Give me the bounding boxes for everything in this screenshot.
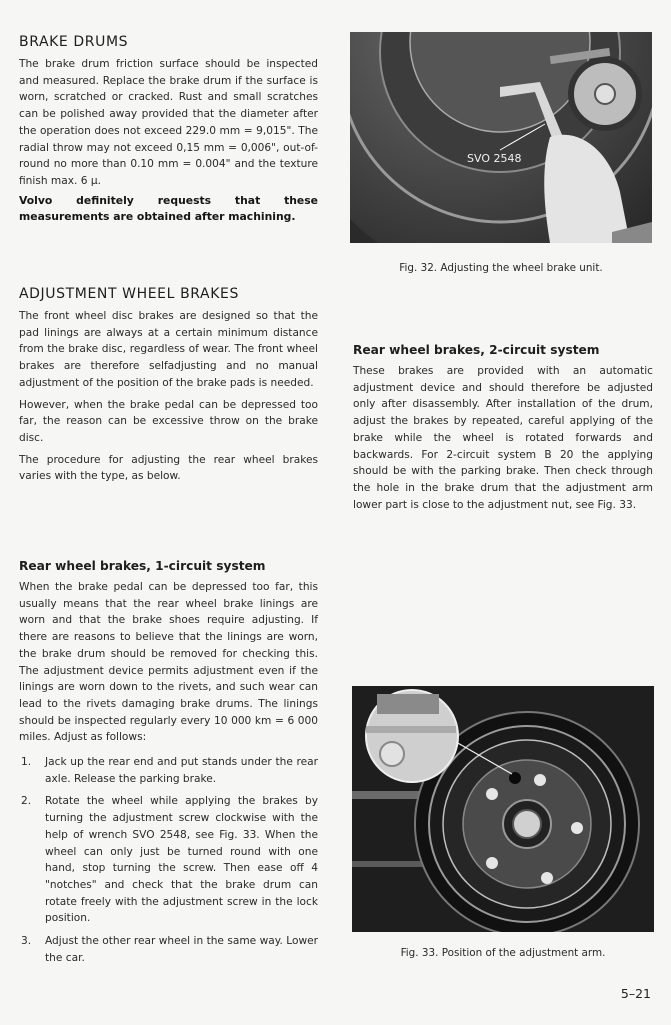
page-number: 5–21 (620, 986, 651, 1001)
step-number: 2. (21, 795, 32, 808)
brake-drum-photo-illustration (352, 686, 654, 932)
paragraph: The procedure for adjusting the rear wheel brakes varies with the type, as below. (19, 453, 318, 483)
list-item (19, 793, 318, 927)
section-rear-2-circuit (353, 343, 653, 518)
figure-32-photo (350, 32, 652, 243)
step-number: 1. (21, 756, 32, 769)
section-brake-drums (19, 34, 318, 231)
list-item (19, 754, 318, 787)
step-text: Rotate the wheel while applying the brakes by turning the adjustment screw clockwise with the help of wrench SVO 2548, see Fig. 33. When the wheel can only just be turned round with one hand, stop turning the screw. Then ease off 4 "notches" and check that the brake drum can rotate freely with the adjustment screw in the lock position. (45, 795, 318, 925)
paragraph: When the brake pedal can be depressed too far, this usually means that the rear wheel brake linings are worn and that the brake shoes require adjusting. If there are reasons to believe that the linings are worn, the brake drum should be removed for checking this. The adjustment device permits adjustment even if the linings are worn down to the rivets, and such wear can lead to the rivets damaging brake drums. The linings should be inspected regularly every 10 000 km = 6 000 miles. Adjust as follows: (19, 581, 318, 744)
step-text: Jack up the rear end and put stands under the rear axle. Release the parking brake. (45, 756, 318, 785)
section-heading: BRAKE DRUMS (19, 34, 129, 50)
paragraph: These brakes are provided with an automatic adjustment device and should therefore be adjusted only after disassembly. After installation of the drum, adjust the brakes by repeated, careful applying of the brake while the wheel is rotated forwards and backwards. For 2-circuit system B 20 the applying should be with the parking brake. Then check through the hole in the brake drum that the adjustment arm lower part is close to the adjustment nut, see Fig. 33. (353, 365, 653, 511)
figure-33-photo (352, 686, 654, 932)
section-rear-1-circuit (19, 559, 318, 972)
subsection-heading: Rear wheel brakes, 1-circuit system (19, 559, 266, 573)
paragraph: The front wheel disc brakes are designed so that the pad linings are always at a certain minimum distance from the brake disc, regardless of wear. The front wheel brakes are therefore selfadjusting and no manual adjustment of the position of the brake pads is needed. (19, 310, 318, 389)
paragraph: However, when the brake pedal can be depressed too far, the reason can be excessive throw on the brake disc. (19, 398, 318, 444)
step-text: Adjust the other rear wheel in the same way. Lower the car. (45, 935, 318, 964)
subsection-heading: Rear wheel brakes, 2-circuit system (353, 343, 600, 357)
figure-32-caption: Fig. 32. Adjusting the wheel brake unit. (399, 262, 603, 274)
svo-2548-label: SVO 2548 (467, 152, 522, 165)
list-item (19, 933, 318, 966)
section-adjustment-wheel-brakes (19, 286, 318, 490)
brake-drums-emphasis: Volvo definitely requests that these measurements are obtained after machining. (19, 193, 318, 224)
brake-drums-paragraph: The brake drum friction surface should be inspected and measured. Replace the brake drum if the surface is worn, scratched or cracked. Rust and small scratches can be polished away provided that the diameter after the operation does not exceed 229.0 mm = 9,015". The radial throw may not exceed 0,15 mm = 0,006", out-of-round no more than 0.10 mm = 0.004" and the texture finish max. 6 µ. (19, 58, 318, 187)
adjustment-steps (19, 754, 318, 966)
figure-33-caption: Fig. 33. Position of the adjustment arm. (400, 947, 606, 959)
section-heading: ADJUSTMENT WHEEL BRAKES (19, 286, 239, 302)
wheel-brake-photo-illustration (350, 32, 652, 243)
step-number: 3. (21, 935, 32, 948)
